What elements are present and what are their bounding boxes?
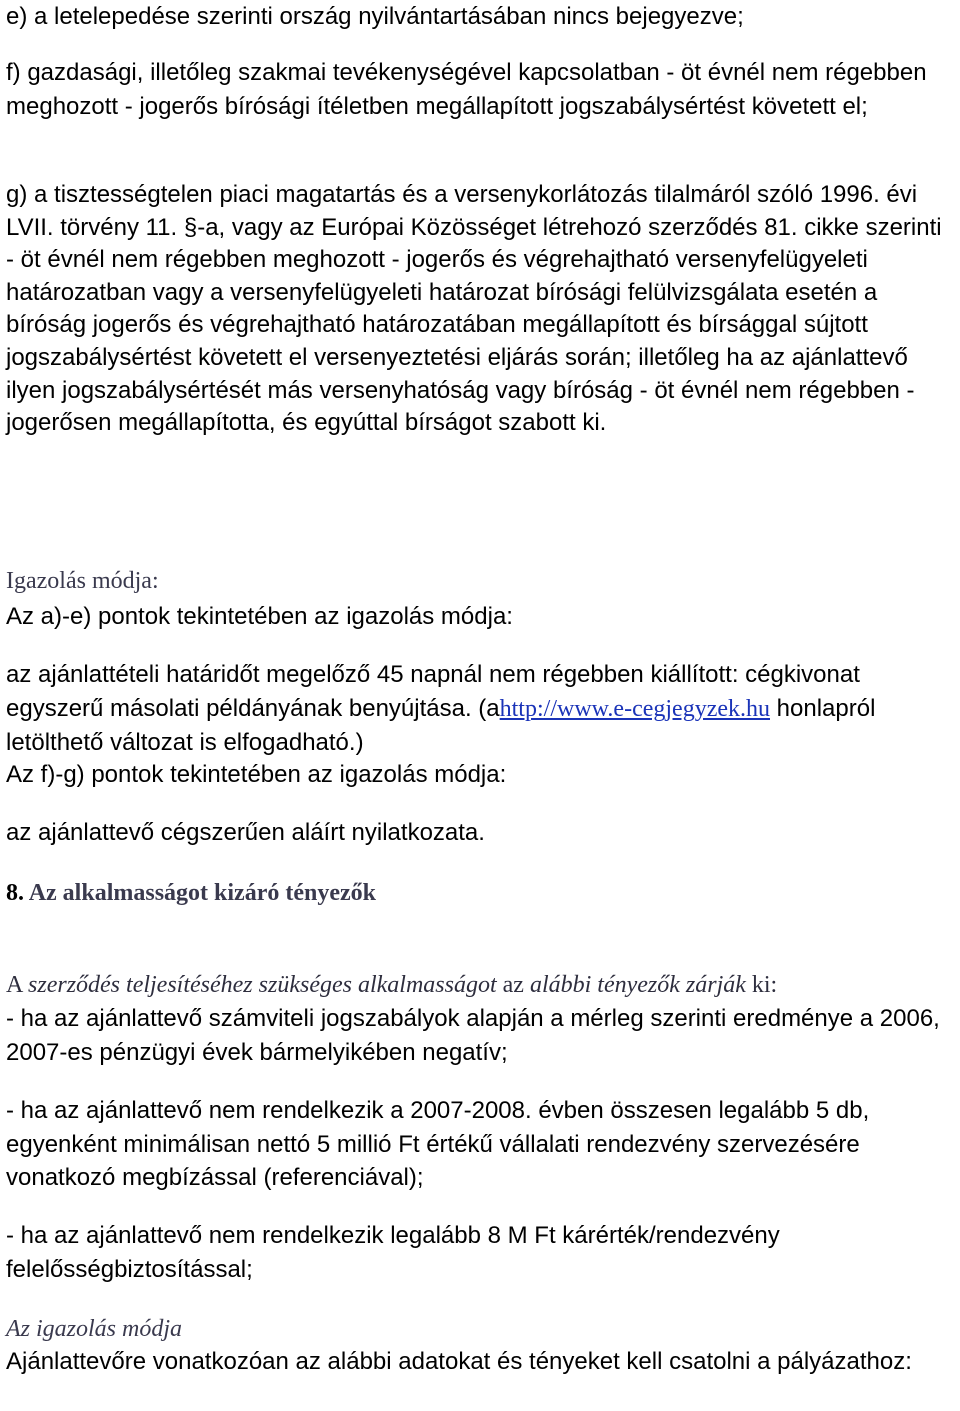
verification-fg-intro: Az f)-g) pontok tekintetében az igazolás módja: xyxy=(6,761,507,788)
section-intro-b: szerződés teljesítéséhez szükséges alkalmasságot xyxy=(28,972,497,998)
list-item: - ha az ajánlattevő számviteli jogszabályok alapján a mérleg szerinti eredménye a 2006, 2007-es pénzügyi évek bármelyikében negatív; xyxy=(6,1005,940,1066)
verification-fg-text: az ajánlattevő cégszerűen aláírt nyilatkozata. xyxy=(6,819,485,846)
verification-ae-text-main: az ajánlattételi határidőt megelőző 45 napnál nem régebben kiállított: cégkivonat egyszerű másolati példányának benyújtása. (a xyxy=(6,661,860,722)
section-number: 8. xyxy=(6,880,24,906)
paragraph-e: e) a letelepedése szerinti ország nyilvántartásában nincs bejegyezve; xyxy=(6,3,744,30)
verification-label-2 xyxy=(6,1313,956,1345)
verification-label-2-text: Az igazolás módja xyxy=(6,1316,183,1342)
verification-ae-text xyxy=(6,658,956,760)
section-intro-c: az xyxy=(496,972,530,998)
list-item: - ha az ajánlattevő nem rendelkezik legalább 8 M Ft kárérték/rendezvény felelősségbiztosítással; xyxy=(6,1222,780,1283)
verification-ae-intro: Az a)-e) pontok tekintetében az igazolás módja: xyxy=(6,603,513,630)
paragraph-f: f) gazdasági, illetőleg szakmai tevékenységével kapcsolatban - öt évnél nem régebben meghozott - jogerős bírósági ítéletben megállapított jogszabálysértést követett el; xyxy=(6,59,927,120)
section-intro-a: A xyxy=(6,972,29,998)
verification-text-2: Ajánlattevőre vonatkozóan az alábbi adatokat és tényeket kell csatolni a pályázathoz: xyxy=(6,1348,912,1375)
verification-label: Igazolás módja: xyxy=(6,568,159,594)
ecegjegyzek-link[interactable]: http://www.e-cegjegyzek.hu xyxy=(499,695,770,722)
section-intro-d: alábbi tényezők zárják xyxy=(529,972,746,998)
section-title: Az alkalmasságot kizáró tényezők xyxy=(28,880,376,906)
list-item: - ha az ajánlattevő nem rendelkezik a 2007-2008. évben összesen legalább 5 db, egyenként minimálisan nettó 5 millió Ft értékű vállalati rendezvény szervezésére vonatkozó megbízással (referenciával); xyxy=(6,1097,870,1191)
verification-ae-text-tail: honlapról letölthető változat is elfogadható.) xyxy=(6,694,876,756)
paragraph-g: g) a tisztességtelen piaci magatartás és a versenykorlátozás tilalmáról szóló 1996. évi LVII. törvény 11. §-a, vagy az Európai Közösséget létrehozó szerződés 81. cikke szerinti - öt évnél nem régebben meghozott - jogerős és végrehajtható versenyfelügyeleti határozatban vagy a versenyfelügyeleti határozat bírósági felülvizsgálata esetén a bíróság jogerős és végrehajtható határozatában megállapított és bírsággal sújtott jogszabálysértést követett el versenyeztetési eljárás során; illetőleg ha az ajánlattevő ilyen jogszabálysértését más versenyhatóság vagy bíróság - öt évnél nem régebben - jogerősen megállapította, és egyúttal bírságot szabott ki. xyxy=(6,181,942,437)
section-heading xyxy=(6,876,956,910)
section-intro-e: ki: xyxy=(745,972,778,998)
section-intro xyxy=(6,968,956,1002)
